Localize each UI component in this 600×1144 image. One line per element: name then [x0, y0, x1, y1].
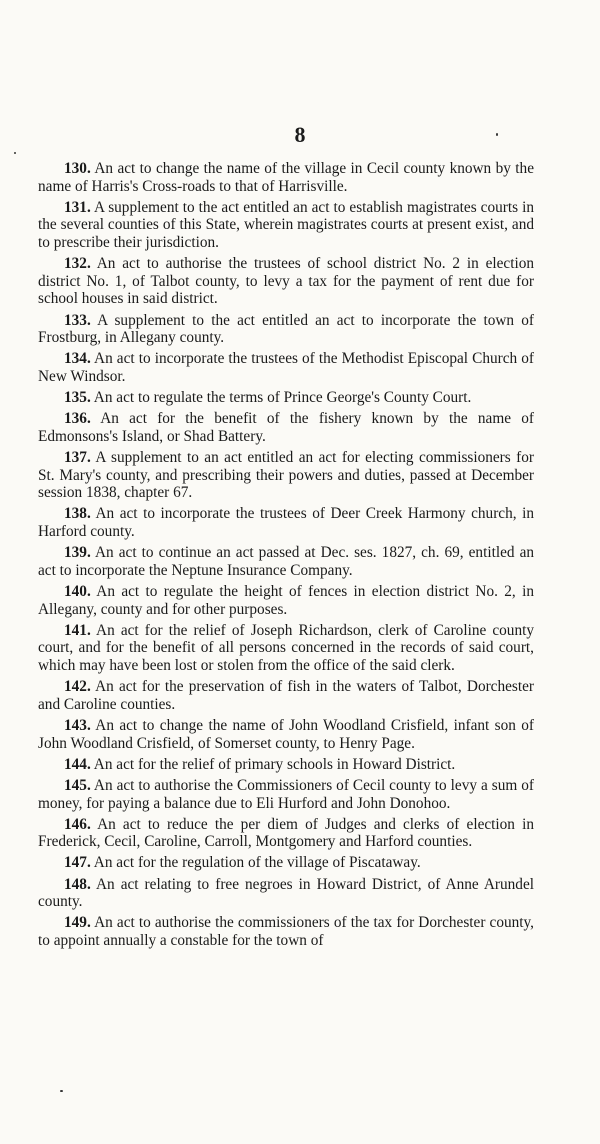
- act-entry: [38, 410, 534, 445]
- act-number: 146.: [64, 815, 91, 833]
- act-number: 134.: [64, 350, 91, 368]
- act-text: An act to incorporate the trustees of Deer Creek Harmony church, in Harford county.: [38, 505, 535, 541]
- act-entry: [38, 756, 534, 774]
- act-entry: [38, 678, 534, 713]
- act-number: 136.: [64, 410, 91, 428]
- act-entry: [38, 255, 534, 308]
- act-text: An act to incorporate the trustees of the Methodist Episcopal Church of New Windsor.: [38, 350, 535, 385]
- act-text: An act to regulate the height of fences in election district No. 2, in Allegany, county and for other purposes.: [38, 583, 534, 618]
- act-text: An act to change the name of the village in Cecil county known by the name of Harris's Cross-roads to that of Harrisville.: [38, 160, 534, 195]
- act-entry: [38, 449, 534, 502]
- act-number: 143.: [64, 716, 91, 734]
- act-number: 132.: [64, 255, 91, 273]
- act-number: 137.: [64, 449, 91, 467]
- act-number: 130.: [64, 160, 91, 177]
- ink-speck: [496, 133, 498, 136]
- act-text: An act to authorise the trustees of school district No. 2 in election district No. 1, of Talbot county, to levy a tax for the payment of rent due for school houses in said district.: [38, 255, 534, 308]
- act-entry: [38, 876, 534, 911]
- act-number: 148.: [64, 875, 91, 893]
- act-entry: [38, 350, 534, 385]
- act-text: An act to change the name of John Woodland Crisfield, infant son of John Woodland Crisfield, of Somerset county, to Henry Page.: [38, 716, 534, 752]
- act-text: A supplement to the act entitled an act to incorporate the town of Frostburg, in Allegany county.: [38, 311, 534, 347]
- act-number: 135.: [64, 389, 91, 407]
- ink-speck: [14, 152, 16, 154]
- act-number: 140.: [64, 583, 91, 600]
- act-entry: [38, 505, 534, 540]
- act-entry: [38, 583, 534, 618]
- act-number: 138.: [64, 505, 91, 523]
- act-entry: [38, 160, 534, 195]
- act-entry: [38, 389, 534, 407]
- act-text: An act to reduce the per diem of Judges and clerks of election in Frederick, Cecil, Caroline, Carroll, Montgomery and Harford counties.: [38, 815, 534, 851]
- act-entry: [38, 717, 534, 752]
- act-text: An act to authorise the Commissioners of Cecil county to levy a sum of money, for paying a balance due to Eli Hurford and John Donohoo.: [38, 776, 534, 812]
- act-entry: [38, 312, 534, 347]
- act-entry: [38, 816, 534, 851]
- act-entry: [38, 914, 534, 949]
- act-entry: [38, 199, 534, 252]
- act-entry: [38, 777, 534, 812]
- act-entry: [38, 622, 534, 675]
- act-text: An act relating to free negroes in Howard District, of Anne Arundel county.: [38, 875, 534, 911]
- act-text: An act for the regulation of the village of Piscataway.: [93, 854, 421, 872]
- act-number: 144.: [64, 755, 91, 773]
- act-text: An act to continue an act passed at Dec. ses. 1827, ch. 69, entitled an act to incorporate the Neptune Insurance Company.: [38, 544, 535, 579]
- act-text: An act for the preservation of fish in the waters of Talbot, Dorchester and Caroline counties.: [38, 678, 534, 713]
- ink-speck: [60, 1090, 63, 1092]
- act-entry: [38, 544, 534, 579]
- act-number: 131.: [64, 198, 91, 216]
- act-number: 142.: [64, 678, 91, 696]
- act-text: A supplement to the act entitled an act to establish magistrates courts in the several counties of this State, wherein magistrates courts at present exist, and to prescribe their jurisdiction.: [38, 198, 534, 251]
- act-number: 147.: [64, 854, 91, 872]
- page-number: 8: [294, 122, 306, 147]
- act-entry: [38, 854, 534, 872]
- act-number: 145.: [64, 776, 91, 794]
- act-text: A supplement to an act entitled an act for electing commissioners for St. Mary's county, and prescribing their powers and duties, passed at December session 1838, chapter 67.: [38, 449, 534, 502]
- act-number: 139.: [64, 544, 91, 562]
- act-number: 133.: [64, 311, 91, 329]
- act-number: 149.: [64, 914, 91, 932]
- acts-list: [38, 160, 534, 953]
- act-text: An act for the relief of Joseph Richardson, clerk of Caroline county court, and for the benefit of all persons concerned in the records of said court, which may have been lost or stolen from the office of the said clerk.: [38, 621, 534, 674]
- act-text: An act to regulate the terms of Prince George's County Court.: [93, 389, 472, 407]
- act-text: An act for the relief of primary schools in Howard District.: [93, 755, 456, 773]
- act-text: An act to authorise the commissioners of the tax for Dorchester county, to appoint annually a constable for the town of: [38, 914, 535, 950]
- act-text: An act for the benefit of the fishery known by the name of Edmonsons's Island, or Shad Battery.: [38, 410, 535, 445]
- act-number: 141.: [64, 621, 91, 639]
